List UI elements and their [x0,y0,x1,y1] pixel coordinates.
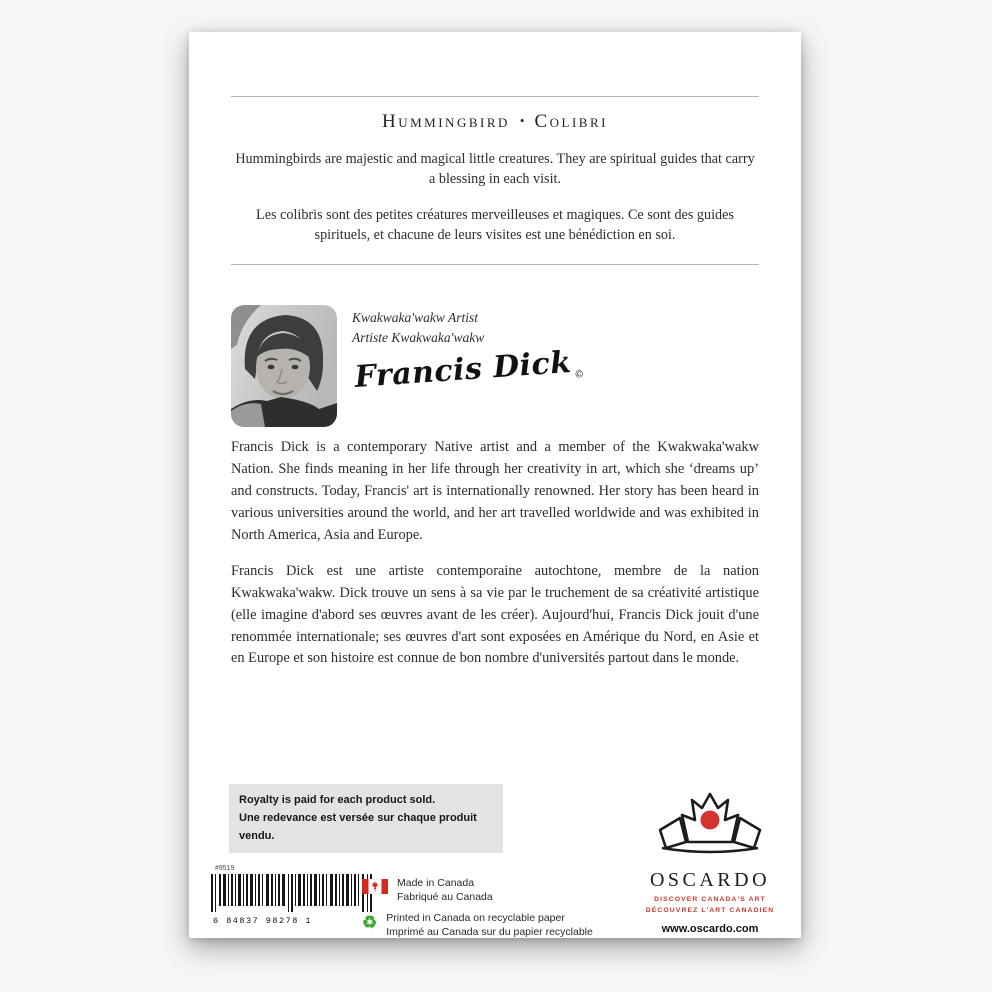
artist-portrait-image [231,305,337,427]
product-code: #9519 [215,865,235,872]
canada-flag-icon [362,879,388,899]
brand-name: OSCARDO [649,869,771,891]
barcode-block [211,865,381,926]
brand-website: www.oscardo.com [661,922,759,935]
intro-text-english: Hummingbirds are majestic and magical little creatures. They are spiritual guides that carry a blessing in each visit. [235,151,755,187]
title-french: Colibri [534,111,608,132]
signature-text: Francis Dick [353,344,573,395]
recyclable-text [386,912,593,940]
copyright-symbol: © [573,368,586,381]
artist-label-french: Artiste Kwakwaka'wakw [352,329,485,345]
royalty-line-french: Une redevance est versée sur chaque produit vendu. [239,812,477,843]
printed-recyclable-french: Imprimé au Canada sur du papier recyclable [386,925,593,938]
royalty-notice [229,784,503,853]
artist-photo [231,305,337,427]
intro-text-french: Les colibris sont des petites créatures merveilleuses et magiques. Ce sont des guides spirituels, et chacune de leurs visites est une bénédiction en soi. [256,207,734,243]
printed-recyclable-english: Printed in Canada on recyclable paper [386,911,565,924]
barcode-icon [211,874,373,912]
brand-tagline-english: DISCOVER CANADA'S ART [654,896,766,903]
mid-divider [231,264,759,265]
title-separator: • [519,113,525,128]
artist-bio-english: Francis Dick is a contemporary Native artist and a member of the Kwakwaka'wakw Nation. She finds meaning in her life through her creativity in art, which she ‘dreams up’ and constructs. Today, Francis' art is internationally renowned. Her story has been heard in various universities around the world, and her art travelled worldwide and was exhibited in North America, Asia and Europe. [231,439,759,543]
title-english: Hummingbird [382,111,510,132]
origin-block [362,877,593,946]
artist-block [231,305,759,427]
recyclable-row [362,912,593,940]
royalty-line-english: Royalty is paid for each product sold. [239,794,436,806]
brand-tagline-french: DÉCOUVREZ L'ART CANADIEN [645,906,775,914]
made-in-canada-row [362,877,593,905]
product-card-back [189,32,801,938]
top-divider [231,96,759,97]
brand-block [644,790,776,935]
maple-crown-logo-icon [654,790,766,862]
artist-bio-french: Francis Dick est une artiste contemporaine autochtone, membre de la nation Kwakwaka'wakw. Dick trouve un sens à sa vie par le truchement de sa créativité artistique (elle imagine d'abord ses œuvres avant de les créer). Aujourd'hui, Francis Dick jouit d'une renommée internationale; ses œuvres d'art sont exposées en Amérique du Nord, en Asie et en Europe et son histoire est connue de bon nombre d'universités partout dans le monde. [231,562,759,667]
recycle-icon: ♻ [362,912,378,932]
brand-taglines [644,895,776,917]
made-in-canada-french: Fabriqué au Canada [397,890,493,903]
made-in-canada-english: Made in Canada [397,877,475,889]
artist-meta [352,305,586,395]
barcode-digits: 6 84837 98278 1 [213,916,313,926]
page-title [231,111,759,133]
artist-label-english: Kwakwaka'wakw Artist [352,310,479,326]
made-in-canada-text [397,877,493,905]
artist-signature [353,344,585,396]
